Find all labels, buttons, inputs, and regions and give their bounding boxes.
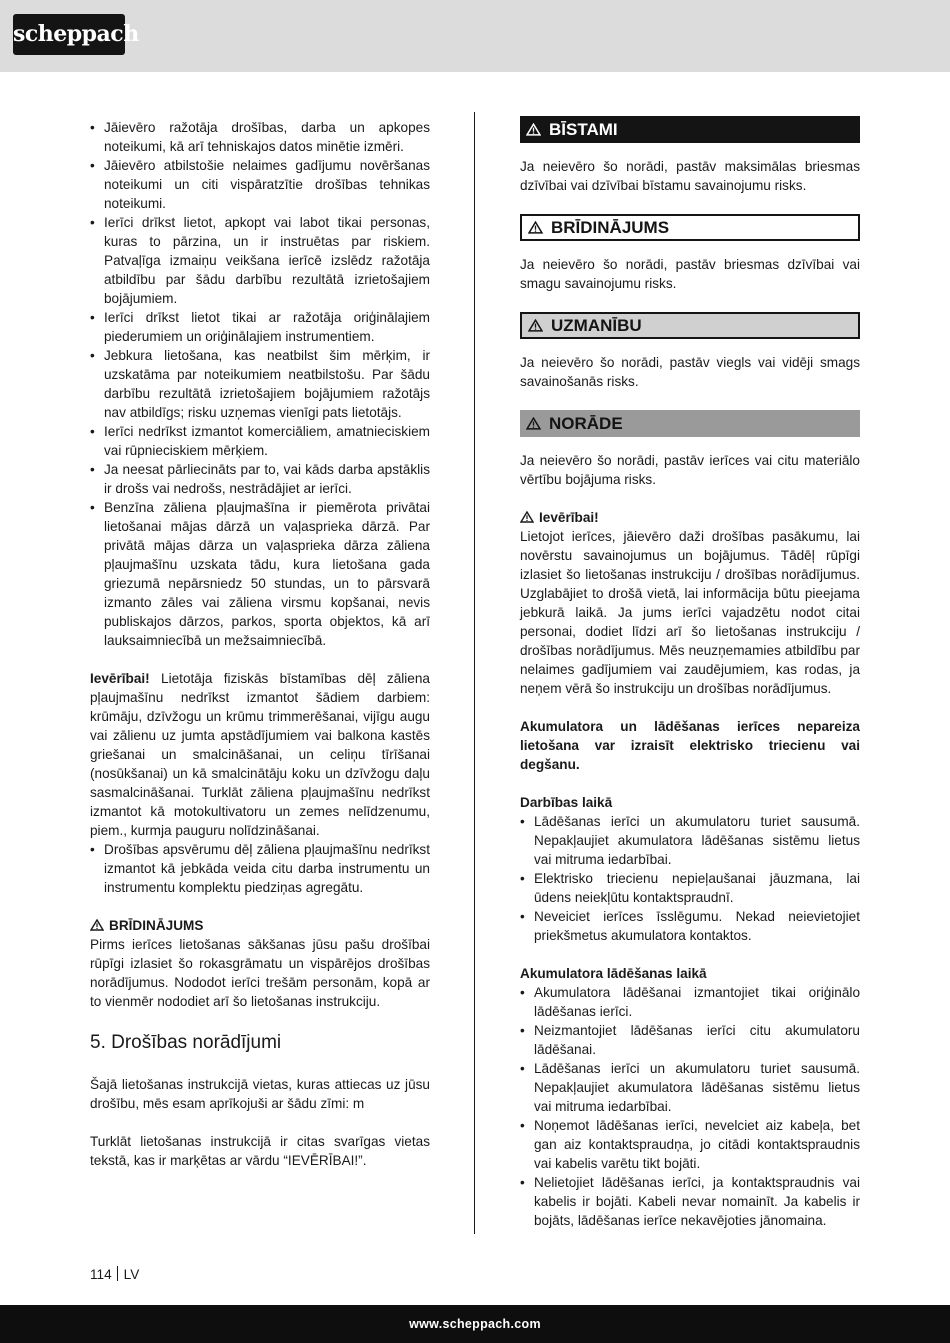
page-footer-number bbox=[90, 1265, 139, 1284]
attention-heading bbox=[520, 508, 860, 527]
danger-signal-box bbox=[520, 116, 860, 143]
website-url: www.scheppach.com bbox=[409, 1317, 541, 1331]
warning-triangle-icon bbox=[520, 511, 534, 523]
caution-label: Ievērībai! bbox=[90, 671, 150, 686]
warning-signal-text: Ja neievēro šo norādi, pastāv briesmas dzīvībai vai smagu savainojumu risks. bbox=[520, 257, 860, 291]
right-column bbox=[520, 116, 860, 1230]
caution-paragraph bbox=[90, 669, 430, 840]
note-signal-box bbox=[520, 410, 860, 437]
battery-warning: Akumulatora un lādēšanas ierīces nepareiza lietošana var izraisīt elektrisko triecienu vai degšanu. bbox=[520, 719, 860, 772]
note-text: Ja neievēro šo norādi, pastāv ierīces vai citu materiālo vērtību bojājuma risks. bbox=[520, 453, 860, 487]
column-divider bbox=[474, 112, 475, 1234]
note-title: NORĀDE bbox=[549, 414, 623, 433]
list-item: • Akumulatora lādēšanai izmantojiet tikai oriģinālo lādēšanas ierīci. bbox=[520, 983, 860, 1021]
list-item: • Ierīci nedrīkst izmantot komerciāliem, amatnieciskiem vai rūpnieciskiem mērķiem. bbox=[90, 422, 430, 460]
attention-text: Lietojot ierīces, jāievēro daži drošības pasākumu, lai novērstu savainojumus un bojājumus. Tādēļ rūpīgi izlasiet šo lietošanas instrukciju / drošības norādījumus. Uzglabājiet to drošā vietā, lai informācija būtu pieejama jebkurā laikā. Ja jums ierīci vajadzētu nodot citai personai, dodiet līdzi arī šo lietošanas instrukciju / drošības norādījumus. Mēs neuzņemamies atbildību par nelaimes gadījumiem vai zaudējumiem, kas rodas, ja neņem vērā šo instrukciju un drošības norādījumus. bbox=[520, 529, 860, 696]
section-paragraph: Šajā lietošanas instrukcijā vietas, kuras attiecas uz jūsu drošību, mēs esam aprīkojuši ar šādu zīmi: m bbox=[90, 1077, 430, 1111]
warning-text: Pirms ierīces lietošanas sākšanas jūsu pašu drošībai rūpīgi izlasiet šo rokasgrāmatu un vispārējos drošības norādījumus. Nododot ierīci trešām personām, kopā ar to vienmēr nododiet arī šo lietošanas instrukciju. bbox=[90, 937, 430, 1009]
warning-title: BRĪDINĀJUMS bbox=[551, 218, 670, 237]
section-title: 5. Drošības norādījumi bbox=[90, 1032, 282, 1053]
list-item: • Elektrisko triecienu nepieļaušanai jāuzmana, lai ūdens neiekļūtu kontaktspraudnī. bbox=[520, 869, 860, 907]
footer-bar bbox=[0, 1305, 950, 1343]
caution-signal-box bbox=[520, 312, 860, 339]
operation-list bbox=[520, 812, 860, 945]
danger-title: BĪSTAMI bbox=[549, 120, 618, 139]
page-number: 114 bbox=[90, 1267, 112, 1282]
footer-separator bbox=[117, 1266, 118, 1281]
list-item: • Lādēšanas ierīci un akumulatoru turiet sausumā. Nepakļaujiet akumulatora lādēšanas sistēmu lietus vai mitruma iedarbībai. bbox=[520, 1059, 860, 1116]
left-column bbox=[90, 118, 430, 1170]
list-item: • Neizmantojiet lādēšanas ierīci citu akumulatoru lādēšanai. bbox=[520, 1021, 860, 1059]
caution-title: UZMANĪBU bbox=[551, 316, 642, 335]
language-code: LV bbox=[123, 1267, 140, 1282]
charging-heading: Akumulatora lādēšanas laikā bbox=[520, 966, 707, 981]
warning-triangle-icon bbox=[526, 417, 541, 430]
list-item: • Jāievēro atbilstošie nelaimes gadījumu novēršanas noteikumi un citi vispāratzītie drošības tehnikas noteikumi. bbox=[90, 156, 430, 213]
caution-signal-text: Ja neievēro šo norādi, pastāv viegls vai vidēji smags savainošanās risks. bbox=[520, 355, 860, 389]
warning-triangle-icon bbox=[528, 221, 543, 234]
warning-triangle-icon bbox=[90, 919, 104, 931]
charging-list bbox=[520, 983, 860, 1230]
list-item: • Noņemot lādēšanas ierīci, nevelciet aiz kabeļa, bet gan aiz kontaktspraudņa, jo citādi kontaktspraudnis vai kabelis varētu tikt bojāti. bbox=[520, 1116, 860, 1173]
list-item: • Nelietojiet lādēšanas ierīci, ja kontaktspraudnis vai kabelis ir bojāti. Kabeli nevar nomainīt. Ja kabelis ir bojāts, lādēšanas ierīce nekavējoties jānomaina. bbox=[520, 1173, 860, 1230]
warning-heading bbox=[90, 916, 430, 935]
section-paragraph: Turklāt lietošanas instrukcijā ir citas svarīgas vietas tekstā, kas ir marķētas ar vārdu “IEVĒRĪBAI!”. bbox=[90, 1134, 430, 1168]
list-item: • Jāievēro ražotāja drošības, darba un apkopes noteikumi, kā arī tehniskajos datos minētie izmēri. bbox=[90, 118, 430, 156]
usage-rules-list bbox=[90, 118, 430, 650]
attention-heading-text: Ievērībai! bbox=[539, 510, 599, 525]
operation-heading: Darbības laikā bbox=[520, 795, 613, 810]
warning-heading-text: BRĪDINĀJUMS bbox=[109, 918, 204, 933]
warning-signal-box bbox=[520, 214, 860, 241]
caution-list bbox=[90, 840, 430, 897]
list-item: • Drošības apsvērumu dēļ zāliena pļaujmašīnu nedrīkst izmantot kā jebkāda veida citu darba instrumentu un instrumentu komplektu piedziņas agregātu. bbox=[90, 840, 430, 897]
list-item: • Ierīci drīkst lietot, apkopt vai labot tikai personas, kuras to pārzina, un ir instruētas par riskiem. Patvaļīga izmaiņu veikšana ierīcē izslēdz ražotāja atbildību par šādu darbību rezultātā izrietošajiem bojājumiem. bbox=[90, 213, 430, 308]
brand-logo: scheppach bbox=[13, 14, 125, 55]
list-item: • Benzīna zāliena pļaujmašīna ir piemērota privātai lietošanai mājas dārzā un vaļasprieka dārzā. Par privātā mājas dārza un vaļasprieka dārza zāliena pļaujmašīnu uzskata tādu, kura lietošana gada griezumā nepārsniedz 50 stundas, un to pārsvarā izmanto zāles vai zāliena virsmu kopšanai, nevis publiskajos dārzos, parkos, sporta objektos, kā arī lauksaimniecībā un mežsaimniecībā. bbox=[90, 498, 430, 650]
header-bar bbox=[0, 0, 950, 72]
list-item: • Jebkura lietošana, kas neatbilst šim mērķim, ir uzskatāma par noteikumiem neatbilstošu. Par šādu darbību rezultātā izrietošajiem bojājumiem ražotājs nav atbildīgs; risku uzņemas vienīgi pats lietotājs. bbox=[90, 346, 430, 422]
list-item: • Neveiciet ierīces īsslēgumu. Nekad neievietojiet priekšmetus akumulatora kontaktos. bbox=[520, 907, 860, 945]
list-item: • Ierīci drīkst lietot tikai ar ražotāja oriģinālajiem piederumiem un oriģinālajiem instrumentiem. bbox=[90, 308, 430, 346]
list-item: • Lādēšanas ierīci un akumulatoru turiet sausumā. Nepakļaujiet akumulatora lādēšanas sistēmu lietus vai mitruma iedarbībai. bbox=[520, 812, 860, 869]
list-item: • Ja neesat pārliecināts par to, vai kāds darba apstāklis ir drošs vai nedrošs, nestrādājiet ar ierīci. bbox=[90, 460, 430, 498]
warning-triangle-icon bbox=[526, 123, 541, 136]
caution-text: Lietotāja fiziskās bīstamības dēļ zāliena pļaujmašīnu nedrīkst izmantot šādiem darbiem: krūmāju, dzīvžogu un krūmu trimmerēšanai, vijīgu augu vai zālienu uz jumta apstādījumiem vai balkona kastēs griešanai un smalcināšanai, un celiņu tīrīšanai (nosūkšanai) un kā smalcinātāju koku un dzīvžogu daļu sasmalcināšanai. Turklāt zāliena pļaujmašīnu nedrīkst izmantot kā motokultivatoru un zemes nelīdzenumu, piem., kurmja pauguru nolīdzināšanai. bbox=[90, 671, 430, 838]
warning-triangle-icon bbox=[528, 319, 543, 332]
danger-text: Ja neievēro šo norādi, pastāv maksimālas briesmas dzīvībai vai dzīvībai bīstamu savainojumu risks. bbox=[520, 159, 860, 193]
